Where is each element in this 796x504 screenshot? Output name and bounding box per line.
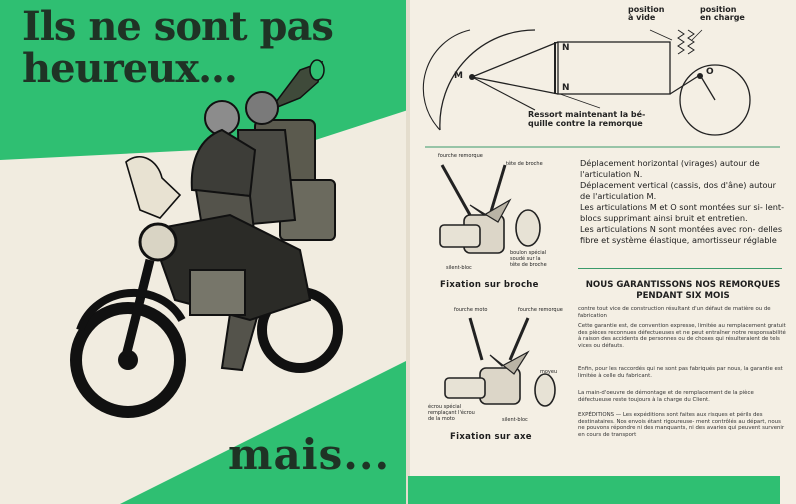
- headline: [22, 3, 333, 92]
- label-moyeu: moyeu: [540, 369, 558, 375]
- divider: [578, 268, 782, 269]
- text-articulations-mo: Les articulations M et O sont montées sur si- lent-blocs supprimant ainsi bruit et entretien.: [580, 202, 785, 223]
- guarantee-p2: Cette garantie est, de convention expresse, limitée au remplacement gratuit des pièces reconnues défectueuses et ne peut entraîner notre responsabilité à raison des accidents de personnes ou de choses qui résulteraient de tels vices ou défauts.: [578, 323, 786, 349]
- label-tete-broche: tête de broche: [506, 161, 543, 167]
- guarantee-p4: La main-d'oeuvre de démontage et de remplacement de la pièce défectueuse reste toujours à la charge du Client.: [578, 390, 754, 403]
- broche-fitting-drawing: [440, 165, 540, 253]
- headline-line-1: Ils ne sont pas: [22, 3, 333, 50]
- guarantee-p3: Enfin, pour les raccordés qui ne sont pas fabriqués par nous, la garantie est limitée à celle du fabricant.: [578, 366, 783, 379]
- label-n-top: N: [562, 43, 570, 53]
- guarantee-title: NOUS GARANTISSONS NOS REMORQUES PENDANT SIX MOIS: [585, 280, 781, 301]
- label-m: M: [454, 71, 463, 81]
- label-fourche-remorque-axe: fourche remorque: [518, 307, 563, 313]
- text-vertical: Déplacement vertical (cassis, dos d'âne) autour de l'articulation M.: [580, 180, 777, 201]
- label-position-vide: position à vide: [628, 5, 665, 22]
- technical-panel: [410, 0, 796, 504]
- text-articulations-n: Les articulations N sont montées avec ron- delles fibre et système élastique, amortisseur réglable: [580, 224, 783, 245]
- guarantee-p1: contre tout vice de construction résultant d'un défaut de matière ou de fabrication: [578, 306, 771, 319]
- caption-fixation-axe: Fixation sur axe: [450, 432, 532, 442]
- label-fourche-moto: fourche moto: [454, 307, 488, 313]
- label-boulon-special: boulon spécial soudé sur la tête de broche: [510, 250, 547, 268]
- caption-fixation-broche: Fixation sur broche: [440, 280, 539, 290]
- headline-line-2: heureux...: [22, 45, 237, 92]
- text-horizontal: Déplacement horizontal (virages) autour de l'articulation N.: [580, 158, 760, 179]
- label-silent-bloc: silent-bloc: [446, 265, 472, 271]
- mais-text: mais...: [228, 430, 391, 479]
- label-position-charge: position en charge: [700, 5, 745, 22]
- green-strip-bottom: [408, 476, 780, 504]
- label-o: O: [706, 67, 714, 77]
- label-fourche-remorque: fourche remorque: [438, 153, 483, 159]
- label-n-bottom: N: [562, 83, 570, 93]
- guarantee-p5: EXPÉDITIONS — Les expéditions sont faites aux risques et périls des destinataires. Nos envois étant rigoureuse- ment contrôlés au départ, nous ne pouvons répondre ni des manquants, ni des avaries qui peuvent survenir en cours de transport: [578, 412, 785, 438]
- axe-fitting-drawing: [445, 318, 558, 406]
- label-ecrou-special: écrou spécial remplaçant l'écrou de la moto: [428, 404, 475, 422]
- label-silent-bloc-axe: silent-bloc: [502, 417, 528, 423]
- label-ressort: Ressort maintenant la bé- quille contre la remorque: [528, 110, 646, 128]
